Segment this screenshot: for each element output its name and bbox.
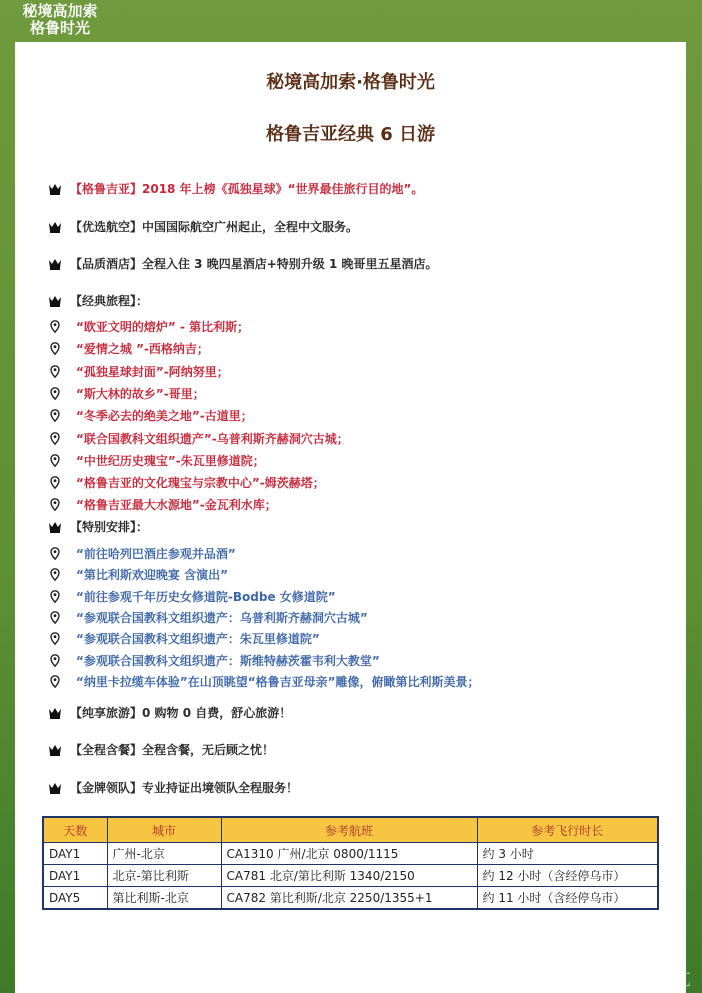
main-title: 秘境高加索·格鲁时光	[266, 72, 435, 93]
crown-icon	[48, 221, 62, 233]
header-city: 城市	[107, 817, 221, 843]
special-list-item	[48, 545, 236, 562]
special-list-item-text: “纳里卡拉缆车体验”在山顶眺望“格鲁吉亚母亲”雕像，俯瞰第比利斯美景；	[76, 674, 480, 689]
location-pin-icon	[50, 590, 60, 603]
footer-text: 【纯享旅游】0 购物 0 自费，舒心旅游！	[70, 706, 292, 720]
cell-day: DAY1	[43, 843, 107, 865]
classic-list-item	[48, 496, 277, 513]
crown-icon	[48, 521, 62, 533]
special-list-item-text: “前往哈列巴酒庄参观并品酒”	[76, 547, 236, 561]
highlight-row	[48, 255, 437, 272]
classic-list-item	[48, 385, 205, 402]
flight-table	[42, 816, 659, 910]
special-heading-row	[48, 518, 148, 535]
location-pin-icon	[50, 611, 60, 624]
special-list-item	[48, 609, 368, 626]
highlight-row	[48, 180, 423, 197]
crown-icon	[48, 258, 62, 270]
classic-list-item	[48, 407, 253, 424]
location-pin-icon	[50, 654, 60, 667]
highlight-row	[48, 218, 358, 235]
brand-line-1: 秘境高加索	[22, 2, 98, 20]
classic-list-item	[48, 340, 209, 357]
crown-icon	[48, 744, 62, 756]
classic-list-item-text: “格鲁吉亚最大水源地”-金瓦利水库；	[76, 498, 277, 513]
crown-icon	[48, 183, 62, 195]
classic-list-item-text: “斯大林的故乡”-哥里；	[76, 386, 205, 401]
special-list-item-text: “参观联合国教科文组织遗产：朱瓦里修道院”	[76, 632, 320, 647]
document-page	[15, 42, 686, 993]
classic-list-item	[48, 474, 325, 491]
cell-duration: 约 11 小时（含经停乌市）	[477, 887, 658, 910]
footer-row	[48, 779, 298, 796]
classic-list-item-text: “冬季必去的绝美之地”-古道里；	[76, 409, 253, 424]
location-pin-icon	[50, 498, 60, 511]
location-pin-icon	[50, 365, 60, 378]
location-pin-icon	[50, 342, 60, 355]
location-pin-icon	[50, 568, 60, 581]
footer-text: 【全程含餐】全程含餐，无后顾之忧！	[70, 743, 275, 757]
special-list-item	[48, 566, 228, 583]
classic-list-item-text: “中世纪历史瑰宝”-朱瓦里修道院；	[76, 453, 265, 468]
table-header-row	[43, 817, 658, 843]
cell-city: 北京-第比利斯	[107, 865, 221, 887]
location-pin-icon	[50, 476, 60, 489]
cell-city: 第比利斯-北京	[107, 887, 221, 910]
location-pin-icon	[50, 632, 60, 645]
cell-flight: CA781 北京/第比利斯 1340/2150	[221, 865, 477, 887]
special-list-item-text: “参观联合国教科文组织遗产：乌普利斯齐赫洞穴古城”	[76, 610, 368, 625]
cell-day: DAY1	[43, 865, 107, 887]
location-pin-icon	[50, 454, 60, 467]
classic-list-item	[48, 430, 349, 447]
classic-heading: 【经典旅程】：	[70, 294, 149, 308]
classic-list-item-text: “联合国教科文组织遗产”-乌普利斯齐赫洞穴古城；	[76, 431, 349, 446]
crown-icon	[48, 707, 62, 719]
crown-icon	[48, 782, 62, 794]
location-pin-icon	[50, 387, 60, 400]
highlight-text: 【格鲁吉亚】2018 年上榜《孤独星球》“世界最佳旅行目的地”。	[70, 182, 424, 196]
special-heading: 【特别安排】：	[70, 520, 149, 534]
footer-row	[48, 741, 274, 758]
sub-title: 格鲁吉亚经典 6 日游	[265, 124, 436, 145]
brand-logo	[10, 3, 110, 37]
location-pin-icon	[50, 675, 60, 688]
cell-flight: CA1310 广州/北京 0800/1115	[221, 843, 477, 865]
classic-list-item-text: “爱情之城 ”-西格纳吉；	[76, 342, 209, 357]
cell-city: 广州-北京	[107, 843, 221, 865]
classic-heading-row	[48, 292, 148, 309]
special-list-item	[48, 673, 480, 690]
special-list-item	[48, 588, 336, 605]
cell-duration: 约 3 小时	[477, 843, 658, 865]
special-list-item-text: “第比利斯欢迎晚宴 含演出”	[76, 568, 228, 583]
special-list-item	[48, 630, 320, 647]
location-pin-icon	[50, 320, 60, 333]
table-row	[43, 865, 658, 887]
cell-day: DAY5	[43, 887, 107, 910]
highlight-text: 【品质酒店】全程入住 3 晚四星酒店+特别升级 1 晚哥里五星酒店。	[70, 257, 438, 271]
footer-text: 【金牌领队】专业持证出境领队全程服务！	[70, 781, 299, 795]
table-row	[43, 887, 658, 910]
highlight-text: 【优选航空】中国国际航空广州起止，全程中文服务。	[70, 220, 359, 234]
location-pin-icon	[50, 409, 60, 422]
classic-list-item-text: “欧亚文明的熔炉” - 第比利斯；	[76, 320, 250, 334]
location-pin-icon	[50, 432, 60, 445]
location-pin-icon	[50, 547, 60, 560]
header-flight: 参考航班	[221, 817, 477, 843]
classic-list-item	[48, 452, 265, 469]
special-list-item-text: “参观联合国教科文组织遗产：斯维特赫茨霍韦利大教堂”	[76, 653, 380, 668]
crown-icon	[48, 295, 62, 307]
classic-list-item-text: “格鲁吉亚的文化瑰宝与宗教中心”-姆茨赫塔；	[76, 476, 325, 491]
classic-list-item	[48, 318, 249, 335]
cell-flight: CA782 第比利斯/北京 2250/1355+1	[221, 887, 477, 910]
table-row	[43, 843, 658, 865]
header-day: 天数	[43, 817, 107, 843]
header-duration: 参考飞行时长	[477, 817, 658, 843]
watermark: 行以所记，在有慕尤	[487, 966, 694, 990]
special-list-item	[48, 652, 380, 669]
footer-row	[48, 704, 291, 721]
classic-list-item-text: “孤独星球封面”-阿纳努里；	[76, 364, 229, 379]
special-list-item-text: “前往参观千年历史女修道院-Bodbe 女修道院”	[76, 589, 336, 604]
brand-line-2: 格鲁时光	[29, 19, 90, 37]
classic-list-item	[48, 363, 229, 380]
cell-duration: 约 12 小时（含经停乌市）	[477, 865, 658, 887]
